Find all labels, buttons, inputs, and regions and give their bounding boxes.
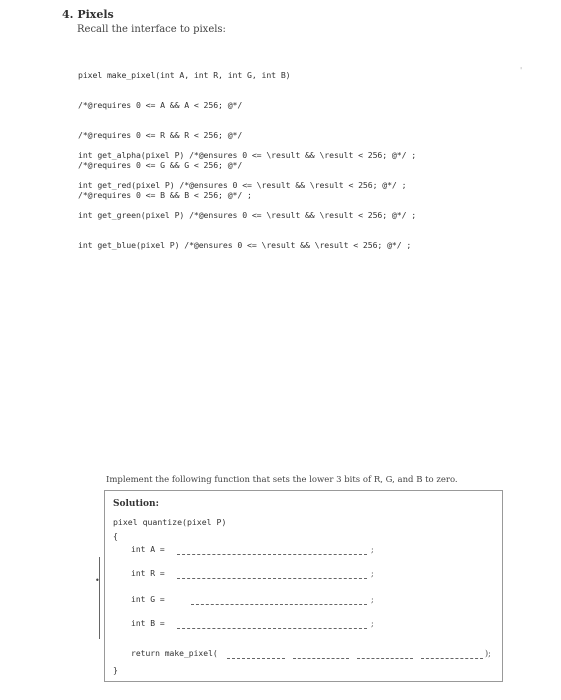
line-a-label: int A =: [131, 545, 165, 554]
question-title: 4. Pixels: [62, 8, 114, 21]
getter-interface: [78, 130, 416, 260]
close-brace: }: [113, 665, 118, 675]
code-line: /*@requires 0 <= G && G < 256; @*/: [78, 160, 243, 170]
solution-box: [95, 490, 503, 682]
margin-rule: [99, 557, 100, 639]
problem-statement: Implement the following function that sets the lower 3 bits of R, G, and B to zero.: [106, 475, 458, 485]
semicolon: ;: [371, 569, 374, 578]
answer-blank-g[interactable]: [191, 604, 367, 605]
semicolon: ;: [371, 545, 374, 554]
code-line: pixel make_pixel(int A, int R, int G, int B): [78, 70, 291, 80]
return-arg-blank-1[interactable]: [227, 658, 285, 659]
return-statement: return make_pixel(: [131, 649, 218, 658]
answer-blank-a[interactable]: [177, 554, 367, 555]
open-brace: {: [113, 531, 118, 541]
semicolon: ;: [371, 595, 374, 604]
question-intro: Recall the interface to pixels:: [77, 24, 226, 35]
code-line: /*@requires 0 <= A && A < 256; @*/: [78, 100, 243, 110]
line-r-label: int R =: [131, 569, 165, 578]
return-arg-blank-4[interactable]: [421, 658, 483, 659]
margin-dot: •: [95, 576, 100, 585]
code-line: int get_alpha(pixel P) /*@ensures 0 <= \result && \result < 256; @*/ ;: [78, 150, 417, 160]
answer-blank-r[interactable]: [177, 578, 367, 579]
line-b-label: int B =: [131, 619, 165, 628]
function-signature: pixel quantize(pixel P): [113, 517, 227, 527]
margin-mark: ': [520, 66, 523, 75]
code-line: int get_red(pixel P) /*@ensures 0 <= \result && \result < 256; @*/ ;: [78, 180, 407, 190]
solution-label: Solution:: [113, 499, 159, 509]
answer-blank-b[interactable]: [177, 628, 367, 629]
return-close: );: [485, 649, 491, 658]
code-line: /*@requires 0 <= R && R < 256; @*/: [78, 130, 243, 140]
return-arg-blank-3[interactable]: [357, 658, 413, 659]
code-line: /*@requires 0 <= B && B < 256; @*/ ;: [78, 190, 252, 200]
return-arg-blank-2[interactable]: [293, 658, 349, 659]
code-line: int get_blue(pixel P) /*@ensures 0 <= \result && \result < 256; @*/ ;: [78, 240, 412, 250]
line-g-label: int G =: [131, 595, 165, 604]
code-line: int get_green(pixel P) /*@ensures 0 <= \result && \result < 256; @*/ ;: [78, 210, 417, 220]
semicolon: ;: [371, 619, 374, 628]
